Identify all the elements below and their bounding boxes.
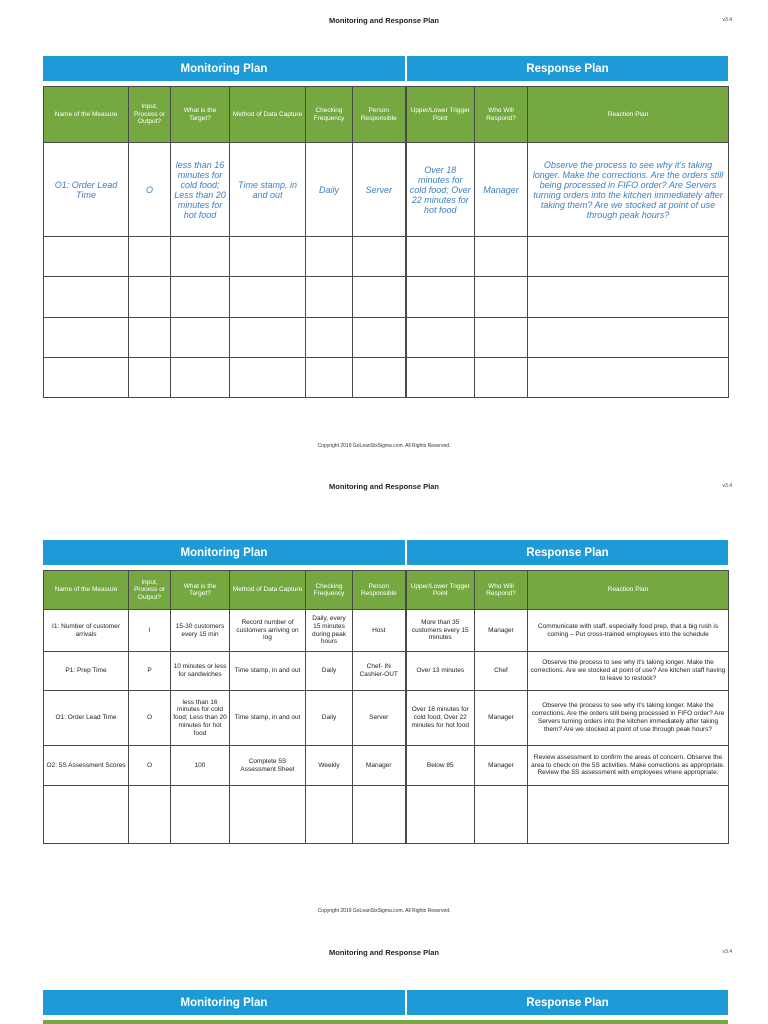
table-cell: Time stamp, in and out [230,143,306,237]
empty-row [44,277,729,318]
col-header: Checking Frequency [306,87,353,143]
table-cell: I1: Number of customer arrivals [44,610,129,652]
copyright-text: Copyright 2019 GoLeanSixSigma.com. All Rights Reserved. [317,443,451,449]
table-cell: I [129,610,171,652]
table-cell: Manager [475,143,528,237]
table-cell: Daily [306,652,353,691]
col-header: Method of Data Capture [230,87,306,143]
table-cell: O [129,143,171,237]
table-cell: Server [353,143,406,237]
table-cell: Chef [475,652,528,691]
table-cell: Daily [306,143,353,237]
table-cell: O [129,691,171,746]
banner-row [43,56,728,81]
table-cell: Observe the process to see why it's taking longer. Make the corrections. Are the orders still being processed in FIFO order? Are Servers turning orders into the kitchen immediately after taking them? Are we stocked at point of use through peak hours? [528,143,729,237]
table-cell: Daily, every 15 minutes during peak hours [306,610,353,652]
table-cell: Manager [475,746,528,786]
page-title: Monitoring and Response Plan [328,482,439,491]
table-cell: O1: Order Lead Time [44,143,129,237]
table-cell: Manager [475,691,528,746]
version-label: v3.4 [722,17,732,23]
response-plan-banner: Response Plan [407,990,728,1015]
table-cell: 10 minutes or less for sandwiches [171,652,230,691]
col-header: Upper/Lower Trigger Point [406,571,475,610]
col-header: Name of the Measure [44,87,129,143]
table-cell: 100 [171,746,230,786]
table-cell: Manager [353,746,406,786]
table-cell: Complete 5S Assessment Sheet [230,746,306,786]
table-cell: less than 16 minutes for cold food; Less than 20 minutes for hot food [171,691,230,746]
table-cell: Weekly [306,746,353,786]
table-cell: 15-30 customers every 15 min [171,610,230,652]
table-row [44,143,729,237]
table-cell: Manager [475,610,528,652]
table-cell: O [129,746,171,786]
empty-row [44,358,729,398]
header-strip [43,1020,728,1024]
response-plan-banner: Response Plan [407,56,728,81]
table-cell: Over 18 minutes for cold food; Over 22 minutes for hot food [406,143,475,237]
plan-table [43,570,729,844]
col-header: Reaction Plan [528,87,729,143]
col-header: What is the Target? [171,87,230,143]
table-cell: More than 35 customers every 15 minutes [406,610,475,652]
table-cell: Observe the process to see why it's taking longer. Make the corrections. Are we stocked at point of use? Are kitchen staff having to leave to restock? [528,652,729,691]
version-label: v3.4 [722,483,732,489]
version-label: v3.4 [722,949,732,955]
table-cell: Over 18 minutes for cold food; Over 22 minutes for hot food [406,691,475,746]
table-cell: less than 16 minutes for cold food; Less than 20 minutes for hot food [171,143,230,237]
table-cell: Time stamp, in and out [230,652,306,691]
table-cell: O1: Order Lead Time [44,691,129,746]
table-cell: Over 13 minutes [406,652,475,691]
col-header: Upper/Lower Trigger Point [406,87,475,143]
col-header: Who Will Respond? [475,87,528,143]
table-cell: Chef- IN Cashier-OUT [353,652,406,691]
page-title: Monitoring and Response Plan [328,16,439,25]
empty-row [44,237,729,277]
table-row [44,652,729,691]
plan-table [43,86,729,398]
table-cell: Host [353,610,406,652]
response-plan-banner: Response Plan [407,540,728,565]
copyright-text: Copyright 2019 GoLeanSixSigma.com. All Rights Reserved. [317,908,451,914]
col-header: Who Will Respond? [475,571,528,610]
col-header: Checking Frequency [306,571,353,610]
monitoring-plan-banner: Monitoring Plan [43,56,405,81]
col-header: Method of Data Capture [230,571,306,610]
banner-row [43,990,728,1015]
header-row [44,87,729,143]
col-header: Reaction Plan [528,571,729,610]
table-cell: Communicate with staff, especially food prep, that a big rush is coming – Put cross-trained employees into the schedule [528,610,729,652]
table-cell: P1: Prep Time [44,652,129,691]
table-row [44,691,729,746]
col-header: Input, Process or Output? [129,571,171,610]
empty-row [44,318,729,358]
monitoring-plan-banner: Monitoring Plan [43,540,405,565]
col-header: Name of the Measure [44,571,129,610]
header-row [44,571,729,610]
col-header: What is the Target? [171,571,230,610]
table-cell: Time stamp, in and out [230,691,306,746]
col-header: Person Responsible [353,571,406,610]
table-cell: O2: 5S Assessment Scores [44,746,129,786]
col-header: Person Responsible [353,87,406,143]
col-header: Input, Process or Output? [129,87,171,143]
banner-row [43,540,728,565]
table-cell: Server [353,691,406,746]
page-title: Monitoring and Response Plan [328,948,439,957]
table-cell: Below 85 [406,746,475,786]
table-row [44,746,729,786]
table-cell: Observe the process to see why it's taking longer. Make the corrections. Are the orders still being processed in FIFO order? Are Servers turning orders into the kitchen immediately after taking them? Are we stocked at point of use through peak hours? [528,691,729,746]
table-cell: Record number of customers arriving on log [230,610,306,652]
table-row [44,610,729,652]
table-cell: Daily [306,691,353,746]
table-cell: P [129,652,171,691]
monitoring-plan-banner: Monitoring Plan [43,990,405,1015]
table-cell: Review assessment to confirm the areas of concern. Observe the area to check on the 5S activities. Make corrections as appropriate. Review the 5S assessment with employees where appropriate. [528,746,729,786]
empty-row [44,786,729,844]
